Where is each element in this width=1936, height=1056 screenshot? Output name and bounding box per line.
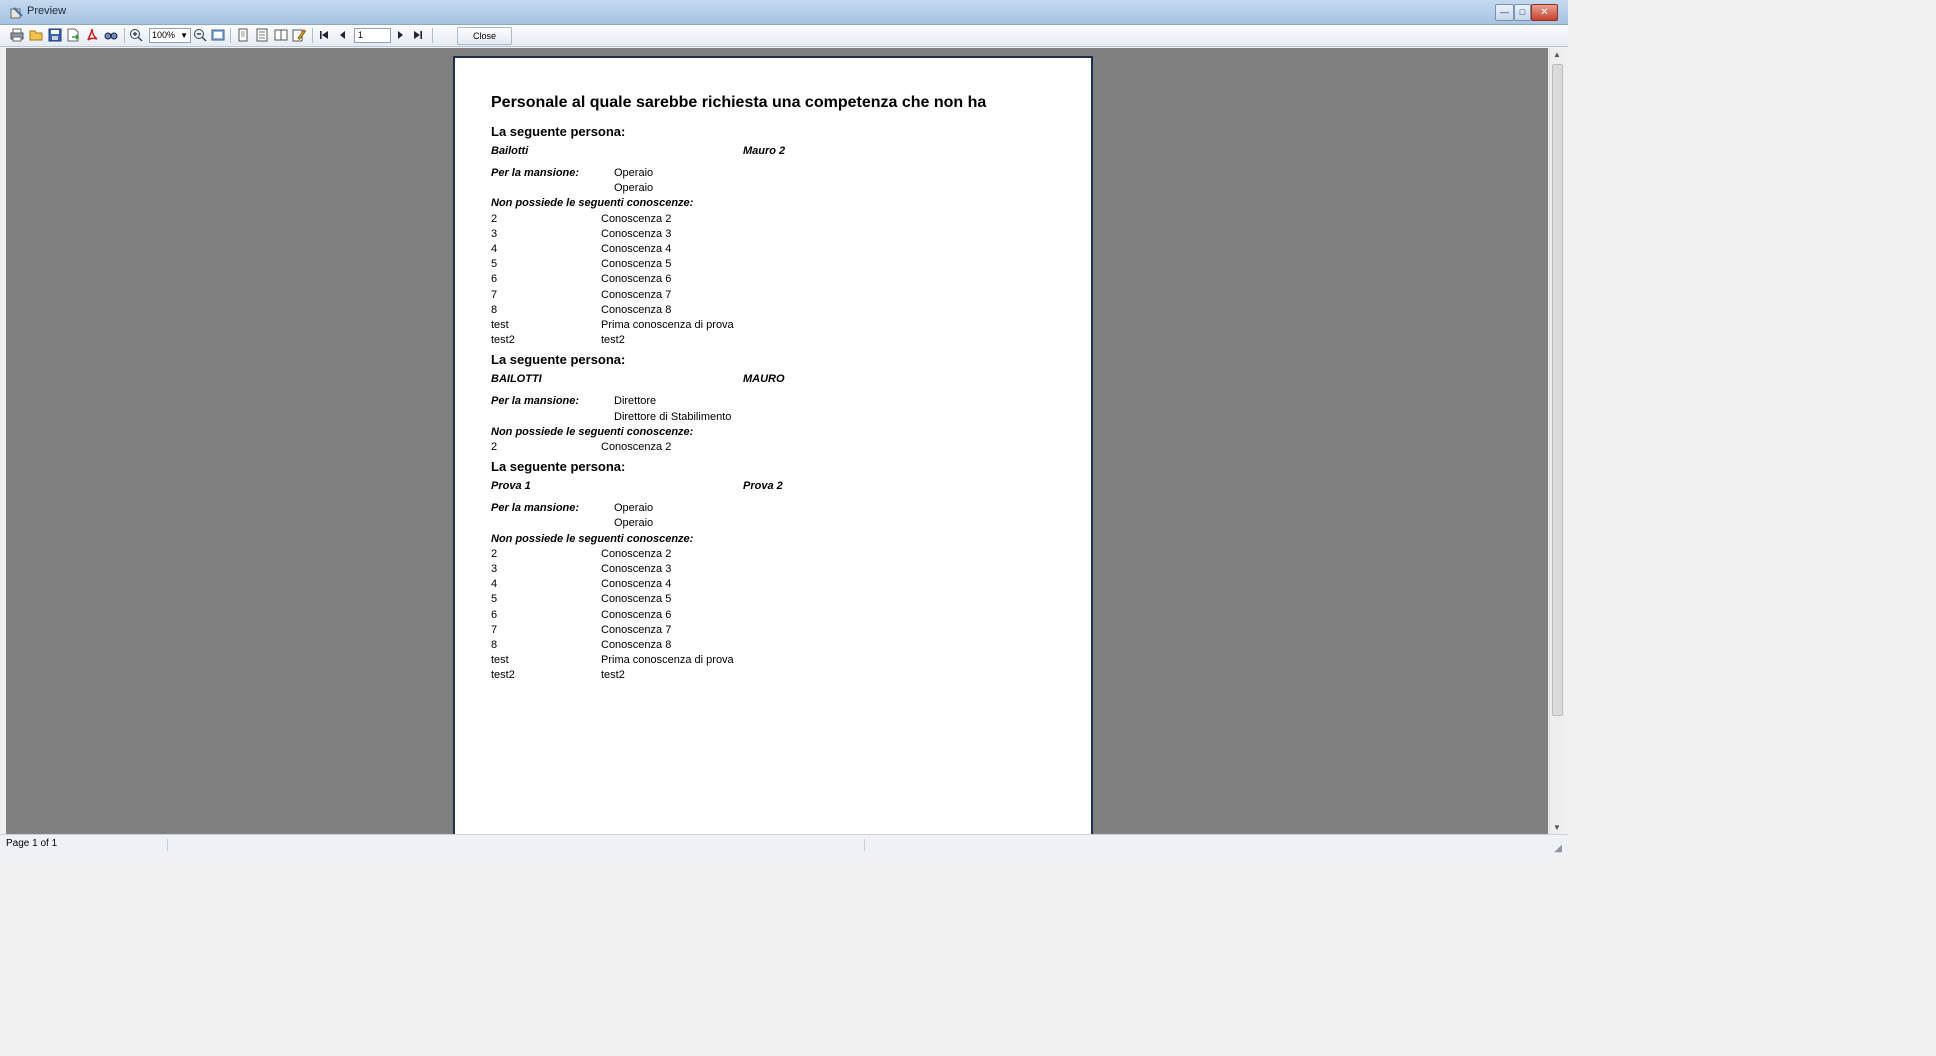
knowledge-code: 7 [491, 623, 498, 636]
zoom-select[interactable] [149, 28, 191, 43]
role-value: Operaio [614, 517, 654, 530]
scroll-down-icon[interactable]: ▼ [1553, 823, 1561, 832]
status-divider [864, 839, 865, 851]
section-heading: La seguente persona: [491, 459, 626, 475]
knowledge-code: 6 [491, 273, 498, 286]
knowledge-description: Conoscenza 2 [601, 441, 672, 453]
knowledge-description: Conoscenza 6 [601, 273, 672, 286]
knowledge-description: Conoscenza 8 [601, 639, 672, 651]
knowledge-code: 8 [491, 303, 498, 316]
close-window-button[interactable]: ✕ [1531, 4, 1558, 21]
knowledge-description: Conoscenza 5 [601, 258, 672, 271]
knowledge-description: Conoscenza 5 [601, 593, 672, 606]
knowledge-description: Conoscenza 7 [601, 288, 672, 301]
close-button[interactable]: Close [457, 27, 512, 45]
toolbar-separator [312, 28, 313, 43]
toolbar-separator [432, 28, 433, 43]
knowledge-description: Conoscenza 6 [601, 608, 672, 621]
knowledge-code: 5 [491, 593, 498, 606]
knowledge-code: 5 [491, 258, 498, 271]
knowledge-code: 2 [491, 441, 498, 453]
missing-knowledge-label: Non possiede le seguenti conoscenze: [491, 532, 694, 545]
zoom-out-icon[interactable] [193, 28, 207, 42]
knowledge-description: Conoscenza 3 [601, 227, 672, 240]
chevron-down-icon: ▼ [180, 31, 188, 40]
knowledge-code: test2 [491, 334, 515, 347]
open-folder-icon[interactable] [29, 28, 43, 42]
vertical-scrollbar[interactable] [1549, 48, 1564, 834]
toolbar-separator [124, 28, 125, 43]
pdf-icon[interactable] [85, 28, 99, 42]
knowledge-description: Prima conoscenza di prova [601, 319, 734, 331]
single-page-icon[interactable] [236, 28, 250, 42]
find-icon[interactable] [104, 28, 118, 42]
two-pages-icon[interactable] [274, 28, 288, 42]
scroll-up-icon[interactable]: ▲ [1553, 50, 1561, 59]
knowledge-code: 8 [491, 639, 498, 651]
person-surname: Prova 1 [491, 480, 531, 493]
role-value: Operaio [614, 182, 654, 195]
knowledge-description: Prima conoscenza di prova [601, 654, 734, 667]
knowledge-code: 7 [491, 288, 498, 301]
title-bar [0, 0, 1568, 25]
print-icon[interactable] [10, 28, 24, 42]
save-icon[interactable] [48, 28, 62, 42]
knowledge-description: test2 [601, 334, 625, 347]
report-page [453, 56, 1093, 834]
window-title: Preview [27, 5, 67, 17]
fit-page-icon[interactable] [211, 28, 225, 42]
scroll-thumb[interactable] [1552, 64, 1563, 716]
person-surname: BAILOTTI [491, 373, 542, 386]
person-name: Prova 2 [743, 480, 783, 493]
missing-knowledge-label: Non possiede le seguenti conoscenze: [491, 425, 694, 438]
preview-area[interactable] [6, 48, 1548, 834]
knowledge-code: 2 [491, 547, 498, 560]
status-bar [0, 834, 1568, 856]
knowledge-description: Conoscenza 4 [601, 578, 672, 591]
page-number-input[interactable]: 1 [354, 28, 391, 43]
role-value: Operaio [614, 167, 654, 179]
role-value: Direttore di Stabilimento [614, 410, 732, 423]
zoom-value: 100% [152, 30, 176, 40]
knowledge-code: 4 [491, 243, 498, 255]
knowledge-code: 6 [491, 608, 498, 621]
knowledge-code: 4 [491, 578, 498, 591]
knowledge-code: 3 [491, 563, 498, 575]
knowledge-description: test2 [601, 669, 625, 682]
export-icon[interactable] [66, 28, 80, 42]
maximize-button[interactable]: □ [1514, 4, 1531, 21]
prev-page-icon[interactable] [336, 28, 350, 42]
role-label: Per la mansione: [491, 502, 580, 515]
knowledge-description: Conoscenza 8 [601, 303, 672, 316]
knowledge-code: test [491, 654, 509, 667]
toolbar-separator [230, 28, 231, 43]
knowledge-code: test [491, 319, 509, 331]
knowledge-description: Conoscenza 4 [601, 243, 672, 255]
edit-icon[interactable] [292, 28, 306, 42]
knowledge-description: Conoscenza 7 [601, 623, 672, 636]
knowledge-description: Conoscenza 3 [601, 563, 672, 575]
knowledge-code: test2 [491, 669, 515, 682]
person-name: Mauro 2 [743, 145, 786, 157]
knowledge-description: Conoscenza 2 [601, 547, 672, 560]
report-title: Personale al quale sarebbe richiesta una competenza che non ha [491, 94, 987, 111]
role-label: Per la mansione: [491, 395, 580, 408]
role-label: Per la mansione: [491, 167, 580, 179]
first-page-icon[interactable] [317, 28, 331, 42]
continuous-icon[interactable] [255, 28, 269, 42]
knowledge-description: Conoscenza 2 [601, 212, 672, 225]
last-page-icon[interactable] [411, 28, 425, 42]
next-page-icon[interactable] [393, 28, 407, 42]
section-heading: La seguente persona: [491, 124, 626, 139]
app-icon [10, 6, 23, 19]
person-surname: Bailotti [491, 145, 529, 157]
status-divider [167, 839, 168, 851]
zoom-in-icon[interactable] [129, 28, 143, 42]
toolbar [0, 25, 1568, 47]
page-status: Page 1 of 1 [6, 838, 58, 849]
role-value: Direttore [614, 395, 657, 408]
section-heading: La seguente persona: [491, 352, 626, 368]
resize-grip-icon[interactable]: ◢ [1554, 843, 1562, 854]
knowledge-code: 2 [491, 212, 498, 225]
missing-knowledge-label: Non possiede le seguenti conoscenze: [491, 197, 694, 210]
minimize-button[interactable]: — [1495, 4, 1514, 21]
person-name: MAURO [743, 373, 785, 386]
role-value: Operaio [614, 502, 654, 515]
knowledge-code: 3 [491, 227, 498, 240]
